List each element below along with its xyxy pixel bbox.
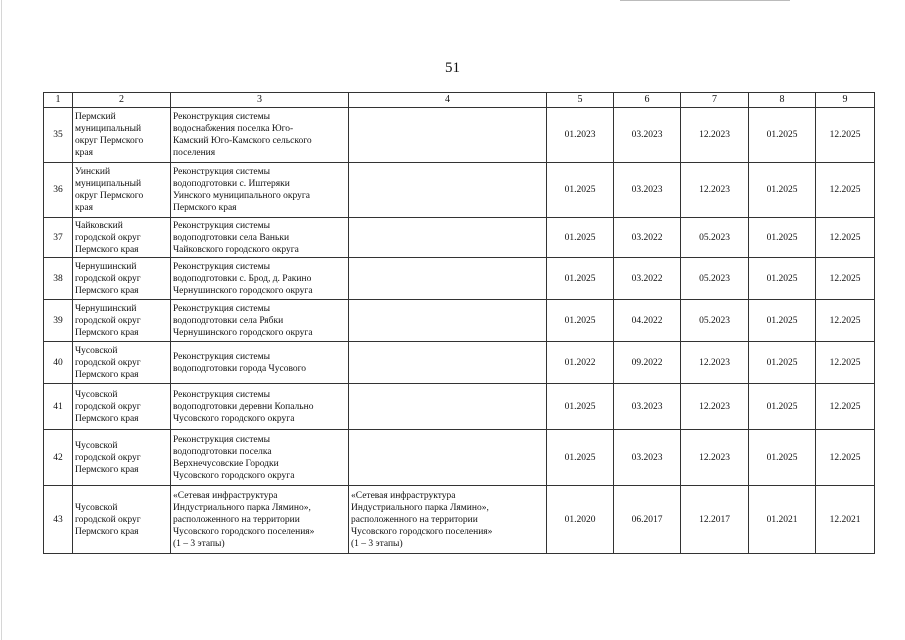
municipality-line: Пермского края <box>75 244 139 255</box>
project-name-line: Чернушинского городского округа <box>173 285 313 296</box>
date-cell-c9: 12.2025 <box>816 384 875 430</box>
date-cell-c6: 03.2022 <box>614 218 681 258</box>
municipality-cell <box>73 384 171 430</box>
municipality-line: городской округ <box>75 232 141 243</box>
municipality-line: Пермский <box>75 112 116 122</box>
date-cell-c6: 03.2023 <box>614 384 681 430</box>
date-cell-c9: 12.2025 <box>816 108 875 163</box>
municipality-line: Пермского края <box>75 464 139 475</box>
column-header: 7 <box>681 93 749 108</box>
project-name-cell <box>171 258 349 300</box>
column-header: 2 <box>73 93 171 108</box>
project-name-cell <box>171 108 349 163</box>
project-name-line: Реконструкция системы <box>173 434 271 445</box>
municipality-line: Пермского края <box>75 327 139 338</box>
date-cell-c7: 12.2023 <box>681 430 749 486</box>
project-name-line: Чернушинского городского округа <box>173 327 313 338</box>
project-name-cell <box>171 342 349 384</box>
date-cell-c9: 12.2025 <box>816 342 875 384</box>
municipality-cell <box>73 258 171 300</box>
project-name-line: Реконструкция системы <box>173 112 271 122</box>
municipality-cell <box>73 342 171 384</box>
column-4-line: Индустриального парка Лямино», <box>351 502 489 513</box>
municipality-line: Чайковский <box>75 220 123 231</box>
project-name-cell <box>171 384 349 430</box>
column-header: 8 <box>749 93 816 108</box>
project-name-cell <box>171 300 349 342</box>
date-cell-c6: 03.2023 <box>614 430 681 486</box>
date-cell-c8: 01.2025 <box>749 300 816 342</box>
date-cell-c9: 12.2025 <box>816 258 875 300</box>
date-cell-c7: 12.2023 <box>681 342 749 384</box>
row-number: 42 <box>44 430 73 486</box>
municipality-line: Чусовской <box>75 440 118 451</box>
date-cell-c7: 12.2023 <box>681 108 749 163</box>
municipality-line: Уинский <box>75 167 111 177</box>
column-4-cell <box>349 300 547 342</box>
row-number: 41 <box>44 384 73 430</box>
date-cell-c9: 12.2021 <box>816 486 875 554</box>
column-4-line: расположенного на территории <box>351 514 478 525</box>
municipality-line: Пермского края <box>75 526 139 537</box>
column-4-cell <box>349 342 547 384</box>
projects-table <box>43 92 875 554</box>
date-cell-c5: 01.2025 <box>547 384 614 430</box>
column-4-cell <box>349 384 547 430</box>
row-number: 40 <box>44 342 73 384</box>
project-name-line: Уинского муниципального округа <box>173 191 310 201</box>
row-number: 38 <box>44 258 73 300</box>
municipality-line: края <box>75 203 93 213</box>
column-header: 4 <box>349 93 547 108</box>
municipality-line: муниципальный <box>75 124 142 134</box>
municipality-line: Пермского края <box>75 413 139 424</box>
column-4-line: (1 – 3 этапы) <box>351 538 403 549</box>
project-name-line: (1 – 3 этапы) <box>173 538 225 549</box>
municipality-line: городской округ <box>75 401 141 412</box>
date-cell-c5: 01.2020 <box>547 486 614 554</box>
date-cell-c5: 01.2025 <box>547 163 614 218</box>
project-name-line: водоподготовки с. Иштеряки <box>173 179 290 189</box>
project-name-line: Чусовского городского округа <box>173 470 295 481</box>
project-name-line: расположенного на территории <box>173 514 300 525</box>
date-cell-c6: 06.2017 <box>614 486 681 554</box>
row-number: 43 <box>44 486 73 554</box>
column-4-cell <box>349 218 547 258</box>
date-cell-c6: 09.2022 <box>614 342 681 384</box>
date-cell-c6: 03.2023 <box>614 163 681 218</box>
project-name-line: Пермского края <box>173 203 237 213</box>
date-cell-c7: 05.2023 <box>681 300 749 342</box>
municipality-line: городской округ <box>75 452 141 463</box>
project-name-line: Реконструкция системы <box>173 167 271 177</box>
table-row <box>44 430 875 486</box>
project-name-line: водоснабжения поселка Юго- <box>173 124 294 134</box>
municipality-line: края <box>75 148 93 158</box>
project-name-line: «Сетевая инфраструктура <box>173 490 278 501</box>
date-cell-c5: 01.2025 <box>547 258 614 300</box>
project-name-line: водоподготовки деревни Копально <box>173 401 314 412</box>
municipality-cell <box>73 300 171 342</box>
municipality-line: Пермского края <box>75 369 139 380</box>
project-name-line: Реконструкция системы <box>173 261 271 272</box>
column-header: 9 <box>816 93 875 108</box>
municipality-line: Пермского края <box>75 285 139 296</box>
date-cell-c7: 05.2023 <box>681 258 749 300</box>
municipality-line: Чернушинский <box>75 261 137 272</box>
row-number: 37 <box>44 218 73 258</box>
project-name-line: водоподготовки поселка <box>173 446 272 457</box>
date-cell-c7: 05.2023 <box>681 218 749 258</box>
date-cell-c9: 12.2025 <box>816 430 875 486</box>
project-name-line: водоподготовки села Ваньки <box>173 232 290 243</box>
project-name-line: Чусовского городского округа <box>173 413 295 424</box>
table-row <box>44 486 875 554</box>
column-4-cell <box>349 430 547 486</box>
scan-edge <box>1 0 2 640</box>
row-number: 39 <box>44 300 73 342</box>
column-4-cell <box>349 486 547 554</box>
date-cell-c8: 01.2021 <box>749 486 816 554</box>
date-cell-c7: 12.2017 <box>681 486 749 554</box>
row-number: 35 <box>44 108 73 163</box>
date-cell-c8: 01.2025 <box>749 108 816 163</box>
column-header: 5 <box>547 93 614 108</box>
column-4-cell <box>349 258 547 300</box>
municipality-line: округ Пермского <box>75 191 144 201</box>
project-name-line: Камский Юго-Камского сельского <box>173 136 312 146</box>
date-cell-c8: 01.2025 <box>749 218 816 258</box>
table-row <box>44 384 875 430</box>
project-name-cell <box>171 163 349 218</box>
municipality-line: городской округ <box>75 273 141 284</box>
column-4-line: Чусовского городского поселения» <box>351 526 493 537</box>
date-cell-c5: 01.2025 <box>547 300 614 342</box>
project-name-line: Индустриального парка Лямино», <box>173 502 311 513</box>
column-4-cell <box>349 108 547 163</box>
scan-mark <box>620 0 790 4</box>
project-name-line: Реконструкция системы <box>173 220 271 231</box>
municipality-line: городской округ <box>75 315 141 326</box>
date-cell-c6: 03.2022 <box>614 258 681 300</box>
municipality-cell <box>73 218 171 258</box>
row-number: 36 <box>44 163 73 218</box>
municipality-line: Чусовской <box>75 502 118 513</box>
municipality-cell <box>73 108 171 163</box>
table-row <box>44 218 875 258</box>
project-name-line: Чайковского городского округа <box>173 244 299 255</box>
date-cell-c8: 01.2025 <box>749 384 816 430</box>
project-name-line: водоподготовки села Рябки <box>173 315 284 326</box>
municipality-line: городской округ <box>75 514 141 525</box>
municipality-line: Чернушинский <box>75 303 137 314</box>
page-number: 51 <box>445 60 460 76</box>
date-cell-c8: 01.2025 <box>749 163 816 218</box>
project-name-line: Чусовского городского поселения» <box>173 526 315 537</box>
table-row <box>44 108 875 163</box>
date-cell-c7: 12.2023 <box>681 384 749 430</box>
table-header-row <box>44 93 875 108</box>
date-cell-c5: 01.2025 <box>547 430 614 486</box>
column-4-line: «Сетевая инфраструктура <box>351 490 456 501</box>
project-name-line: водоподготовки города Чусового <box>173 363 307 374</box>
date-cell-c6: 03.2023 <box>614 108 681 163</box>
project-name-line: поселения <box>173 148 216 158</box>
project-name-cell <box>171 218 349 258</box>
column-header: 1 <box>44 93 73 108</box>
table-row <box>44 258 875 300</box>
date-cell-c8: 01.2025 <box>749 430 816 486</box>
municipality-line: городской округ <box>75 357 141 368</box>
project-name-cell <box>171 486 349 554</box>
date-cell-c5: 01.2025 <box>547 218 614 258</box>
date-cell-c9: 12.2025 <box>816 218 875 258</box>
project-name-line: Верхнечусовские Городки <box>173 458 279 469</box>
table-row <box>44 342 875 384</box>
column-header: 6 <box>614 93 681 108</box>
date-cell-c8: 01.2025 <box>749 258 816 300</box>
municipality-cell <box>73 163 171 218</box>
date-cell-c9: 12.2025 <box>816 300 875 342</box>
column-4-cell <box>349 163 547 218</box>
table-row <box>44 300 875 342</box>
municipality-line: округ Пермского <box>75 136 144 146</box>
date-cell-c5: 01.2023 <box>547 108 614 163</box>
municipality-cell <box>73 486 171 554</box>
project-name-line: Реконструкция системы <box>173 389 271 400</box>
municipality-line: муниципальный <box>75 179 142 189</box>
date-cell-c7: 12.2023 <box>681 163 749 218</box>
column-header: 3 <box>171 93 349 108</box>
date-cell-c6: 04.2022 <box>614 300 681 342</box>
municipality-line: Чусовской <box>75 345 118 356</box>
project-name-line: Реконструкция системы <box>173 303 271 314</box>
date-cell-c9: 12.2025 <box>816 163 875 218</box>
municipality-line: Чусовской <box>75 389 118 400</box>
date-cell-c5: 01.2022 <box>547 342 614 384</box>
table-row <box>44 163 875 218</box>
date-cell-c8: 01.2025 <box>749 342 816 384</box>
project-name-line: водоподготовки с. Брод, д. Ракино <box>173 273 312 284</box>
project-name-line: Реконструкция системы <box>173 351 271 362</box>
project-name-cell <box>171 430 349 486</box>
municipality-cell <box>73 430 171 486</box>
